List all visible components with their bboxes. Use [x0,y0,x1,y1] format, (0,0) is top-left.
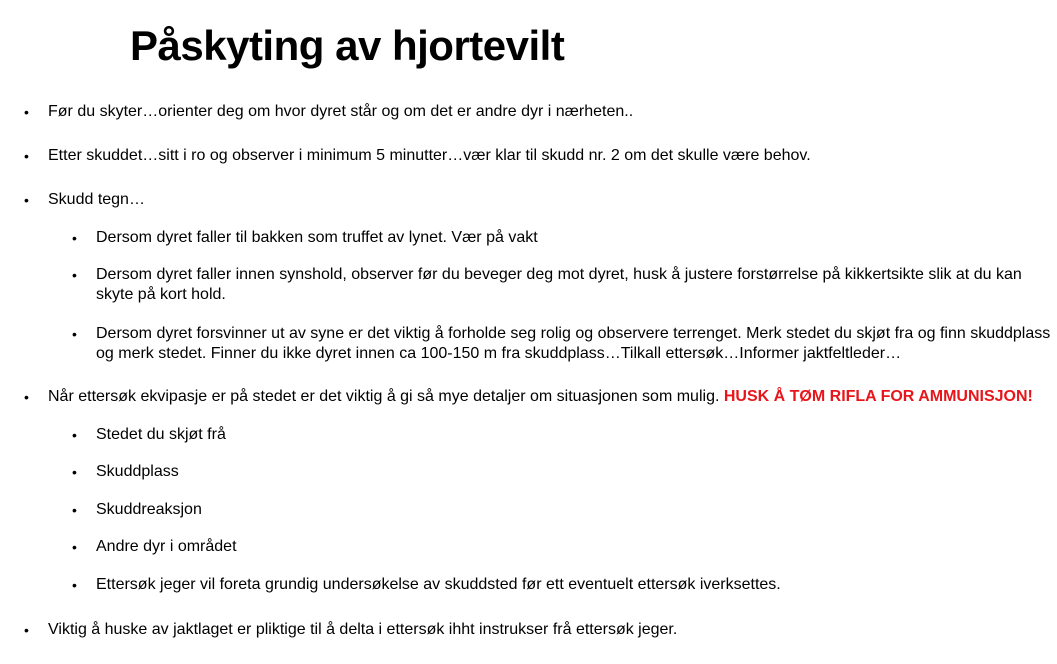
list-item-text: Skudd tegn… [48,191,145,208]
sub-list-item [72,500,1051,520]
list-item [24,102,1048,122]
sub-list-item-text: Skuddplass [96,463,179,480]
sub-list-item [72,228,1051,248]
list-item-text-main: Når ettersøk ekvipasje er på stedet er det viktig å gi så mye detaljer om situasjonen som mulig. [48,388,724,405]
list-item-text [48,387,1048,407]
page-title: Påskyting av hjortevilt [130,22,565,69]
sub-list-item-text: Skuddreaksjon [96,501,202,518]
list-item-text: Etter skuddet…sitt i ro og observer i minimum 5 minutter…vær klar til skudd nr. 2 om det skulle være behov. [48,147,811,164]
sub-list-item-text: Ettersøk jeger vil foreta grundig undersøkelse av skuddsted før ett eventuelt ettersøk iverksettes. [96,576,781,593]
warning-text: HUSK Å TØM RIFLA FOR AMMUNISJON! [723,388,1033,405]
bullet-marker: • [24,148,29,164]
bullet-marker: • [24,192,29,208]
sub-list-item [72,425,1051,445]
list-item [24,146,1048,166]
bullet-marker: • [24,389,29,405]
sub-list-item-text: Dersom dyret faller til bakken som truffet av lynet. Vær på vakt [96,229,538,246]
list-item-text: Viktig å huske av jaktlaget er pliktige til å delta i ettersøk ihht instrukser frå ettersøk jeger. [48,621,678,638]
bullet-marker: • [72,577,77,593]
sub-list-item [72,324,1051,364]
bullet-marker: • [72,539,77,555]
list-item [24,387,1048,407]
sub-list-item [72,575,1051,595]
list-item-text: Før du skyter…orienter deg om hvor dyret står og om det er andre dyr i nærheten.. [48,103,634,120]
sub-list-item-text: Dersom dyret forsvinner ut av syne er det viktig å forholde seg rolig og observere terrenget. Merk stedet du skjøt fra og finn skuddplass og merk stedet. Finner du ikke dyret innen ca 100-150 m fra skuddplass…Tilkall ettersøk…Informer jaktfeltleder… [96,325,1051,362]
bullet-marker: • [72,502,77,518]
sub-list-item [72,265,1051,305]
list-item [24,620,1048,640]
sub-list-item [72,537,1051,557]
sub-list-item-text: Dersom dyret faller innen synshold, observer før du beveger deg mot dyret, husk å justere forstørrelse på kikkertsikte slik at du kan skyte på kort hold. [96,266,1022,303]
bullet-marker: • [24,622,29,638]
bullet-marker: • [72,230,77,246]
bullet-marker: • [24,104,29,120]
bullet-marker: • [72,267,77,283]
sub-list-item [72,462,1051,482]
sub-list-item-text: Andre dyr i området [96,538,237,555]
bullet-marker: • [72,427,77,443]
bullet-marker: • [72,326,77,342]
list-item [24,190,1048,210]
bullet-marker: • [72,464,77,480]
sub-list-item-text: Stedet du skjøt frå [96,426,226,443]
